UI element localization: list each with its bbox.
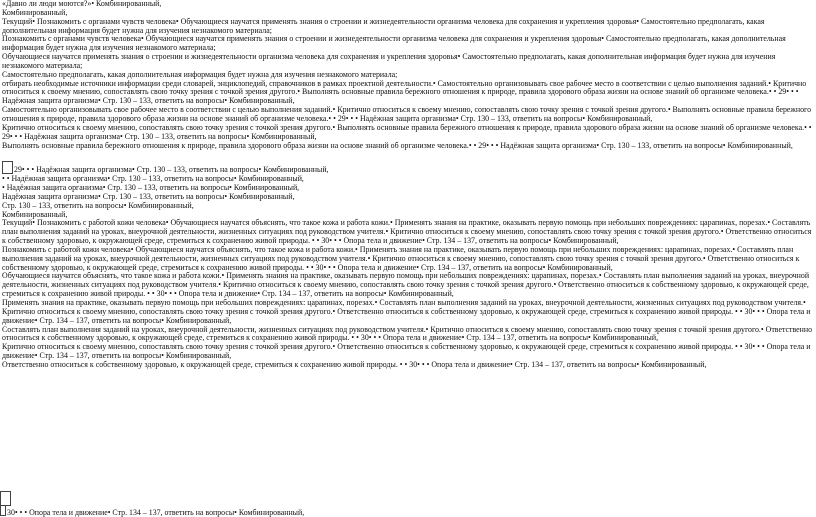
text-paragraph: Текущий• Познакомить с работой кожи человека• Обучающиеся научатся объяснять, что такое кожа и работа кожи.• Применять знания на практике, оказывать первую помощь при небольших повреждениях: царапинах, порезах.• Составлять план выполнения заданий на уроках, внеурочной деятельности, жизненных ситуациях под руководством учителя.• Критично относиться к своему мнению, сопоставлять свою точку зрения с точкой зрения другого.• Ответственно относиться к собственному здоровью, к окружающей среде, стремиться к сохранению живой природы. • • 30• • • Опора тела и движение• Стр. 134 – 137, ответить на вопросы• Комбинированный, [2, 218, 812, 246]
blank-spacer [2, 150, 814, 161]
text-line-content: 30• • • Опора тела и движение• Стр. 134 – 137, ответить на вопросы• Комбинированный, [7, 508, 305, 517]
text-line: • Надёжная защита организма• Стр. 130 – 133, ответить на вопросы• Комбинированный, [2, 183, 300, 193]
text-paragraph: отбирать необходимые источники информации среди словарей, энциклопедий, справочников в рамках проектной деятельности.• Самостоятельно организовывать свое рабочее место в соответствии с целью выполнения заданий.• Критично относиться к своему мнению, сопоставлять свою точку зрения с точкой зрения другого.• Выполнять основные правила бережного отношения к природе, правила здорового образа жизни на основе знаний об организме человека.• • 29• • • Надёжная защита организма• Стр. 130 – 133, ответить на вопросы• Комбинированный, [2, 78, 807, 106]
empty-box [0, 491, 11, 506]
text-line: • • Надёжная защита организма• Стр. 130 – 133, ответить на вопросы• Комбинированный, [2, 174, 304, 184]
text-line: Надёжная защита организма• Стр. 130 – 133, ответить на вопросы• Комбинированный, [2, 191, 295, 201]
text-paragraph: Познакомить с работой кожи человека• Обучающиеся научатся объяснять, что такое кожа и работа кожи.• Применять знания на практике, оказывать первую помощь при небольших повреждениях: царапинах, порезах.• Составлять план выполнения заданий на уроках, внеурочной деятельности, жизненных ситуациях под руководством учителя.• Критично относиться к своему мнению, сопоставлять свою точку зрения с точкой зрения другого.• Ответственно относиться к собственному здоровью, к окружающей среде, стремиться к сохранению живой природы. • • 30• • • Опора тела и движение• Стр. 134 – 137, ответить на вопросы• Комбинированный, [2, 244, 800, 272]
empty-box [0, 505, 6, 516]
text-paragraph: Критично относиться к своему мнению, сопоставлять свою точку зрения с точкой зрения другого.• Ответственно относиться к собственному здоровью, к окружающей среде, стремиться к сохранению живой природы. • • 30• • • Опора тела и движение• Стр. 134 – 137, ответить на вопросы• Комбинированный, [2, 342, 811, 361]
text-paragraph: Текущий• Познакомить с органами чувств человека• Обучающиеся научатся применять знания о строении и жизнедеятельности организма человека для сохранения и укрепления здоровья• Самостоятельно предполагать, какая дополнительная информация будет нужна для изучения незнакомого материала; [2, 16, 765, 35]
text-line: Комбинированный, [2, 7, 68, 17]
text-line: Стр. 130 – 133, ответить на вопросы• Комбинированный, [2, 200, 194, 210]
empty-box [2, 161, 13, 174]
text-line: Комбинированный, [2, 209, 68, 219]
text-paragraph: Составлять план выполнения заданий на уроках, внеурочной деятельности, жизненных ситуациях под руководством учителя.• Критично относиться к своему мнению, сопоставлять свою точку зрения с точкой зрения другого.• Ответственно относиться к собственному здоровью, к окружающей среде, стремиться к сохранению живой природы. • • 30• • • Опора тела и движение• Стр. 134 – 137, ответить на вопросы• Комбинированный, [2, 324, 813, 343]
text-paragraph: Применять знания на практике, оказывать первую помощь при небольших повреждениях: царапинах, порезах.• Составлять план выполнения заданий на уроках, внеурочной деятельности, жизненных ситуациях под руководством учителя.• Критично относиться к своему мнению, сопоставлять свою точку зрения с точкой зрения другого.• Ответственно относиться к собственному здоровью, к окружающей среде, стремиться к сохранению живой природы. • • 30• • • Опора тела и движение• Стр. 134 – 137, ответить на вопросы• Комбинированный, [2, 298, 811, 325]
text-paragraph: Обучающиеся научатся объяснять, что такое кожа и работа кожи.• Применять знания на практике, оказывать первую помощь при небольших повреждениях: царапинах, порезах.• Составлять план выполнения заданий на уроках, внеурочной деятельности, жизненных ситуациях под руководством учителя.• Критично относиться к своему мнению, сопоставлять свою точку зрения с точкой зрения другого.• Ответственно относиться к собственному здоровью, к окружающей среде, стремиться к сохранению живой природы. • • 30• • • Опора тела и движение• Стр. 134 – 137, ответить на вопросы• Комбинированный, [2, 271, 810, 299]
text-paragraph: Ответственно относиться к собственному здоровью, к окружающей среде, стремиться к сохранению живой природы. • • 30• • • Опора тела и движение• Стр. 134 – 137, ответить на вопросы• Комбинированный, [2, 359, 707, 369]
text-line: «Давно ли люди моются?»• Комбинированный, [2, 0, 162, 8]
text-line [0, 505, 812, 517]
text-paragraph: Самостоятельно предполагать, какая дополнительная информация будет нужна для изучения незнакомого материала; [2, 69, 398, 79]
text-paragraph: Познакомить с органами чувств человека• Обучающиеся научатся применять знания о строении и жизнедеятельности организма человека для сохранения и укрепления здоровья• Самостоятельно предполагать, какая дополнительная информация будет нужна для изучения незнакомого материала; [2, 34, 786, 53]
text-paragraph: Выполнять основные правила бережного отношения к природе, правила здорового образа жизни на основе знаний об организме человека.• • 29• • • Надёжная защита организма• Стр. 130 – 133, ответить на вопросы• Комбинированный, [2, 140, 793, 150]
text-paragraph: Самостоятельно организовывать свое рабочее место в соответствии с целью выполнения заданий.• Критично относиться к своему мнению, сопоставлять свою точку зрения с точкой зрения другого.• Выполнять основные правила бережного отношения к природе, правила здорового образа жизни на основе знаний об организме человека.• • 29• • • Надёжная защита организма• Стр. 130 – 133, ответить на вопросы• Комбинированный, [2, 105, 812, 123]
text-line [2, 161, 814, 175]
text-paragraph: Обучающиеся научатся применять знания о строении и жизнедеятельности организма человека для сохранения и укрепления здоровья• Самостоятельно предполагать, какая дополнительная информация будет нужна для изучения незнакомого материала; [2, 52, 776, 70]
text-line-content: 29• • • Надёжная защита организма• Стр. 130 – 133, ответить на вопросы• Комбинированный, [14, 165, 329, 175]
text-paragraph: Критично относиться к своему мнению, сопоставлять свою точку зрения с точкой зрения другого.• Выполнять основные правила бережного отношения к природе, правила здорового образа жизни на основе знаний об организме человека.• • 29• • • Надёжная защита организма• Стр. 130 – 133, ответить на вопросы• Комбинированный, [2, 122, 812, 141]
